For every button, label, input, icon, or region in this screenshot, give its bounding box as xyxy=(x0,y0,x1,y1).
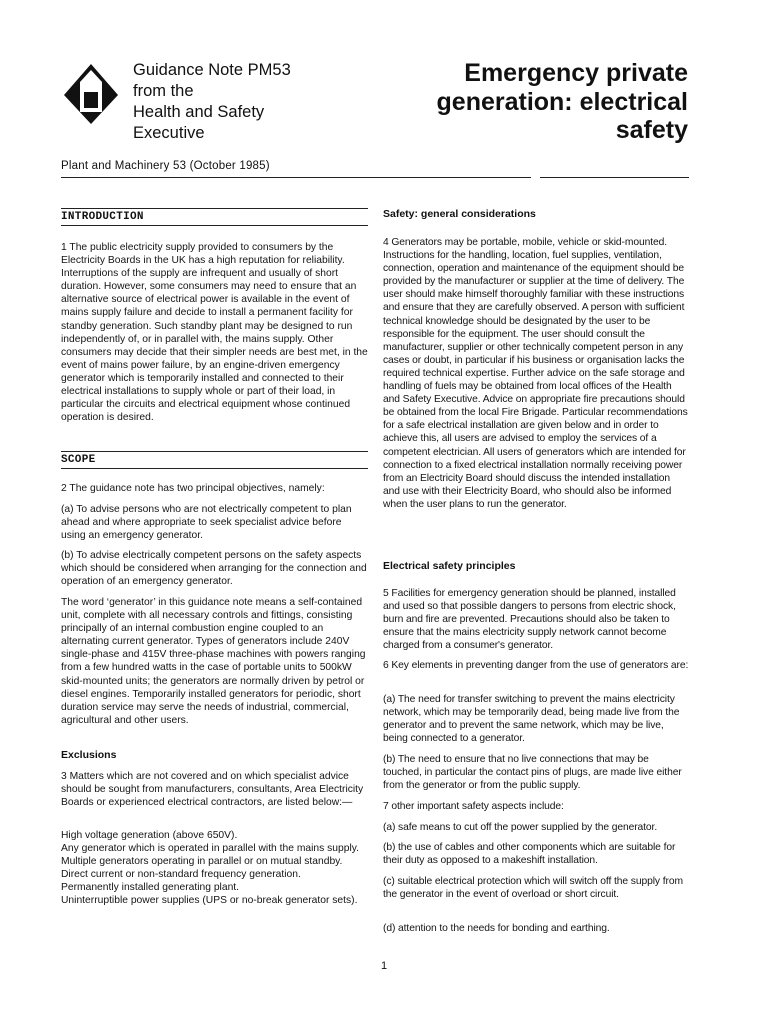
paragraph-6a: (a) The need for transfer switching to prevent the mains electricity network, which may be temporarily dead, being made live from the generator and to prevent the same network, which may be live, being connected to a generator. xyxy=(383,694,680,745)
section-heading-scope: SCOPE xyxy=(61,451,368,469)
header-rule xyxy=(61,177,531,178)
hse-logo-icon xyxy=(60,62,122,126)
list-item: Direct current or non-standard frequency generation. xyxy=(61,869,301,881)
paragraph-7a: (a) safe means to cut off the power supplied by the generator. xyxy=(383,822,658,833)
paragraph-3: 3 Matters which are not covered and on which specialist advice should be sought from manufacturers, consultants, Area Electricity Boards or experienced electrical contractors, are listed below:— xyxy=(61,771,364,809)
paragraph-4: 4 Generators may be portable, mobile, vehicle or skid-mounted. Instructions for the handling, location, fuel supplies, ventilation, connection, operation and maintenance of the equipment should be provided by the manufacturer or supplier at the time of delivery. The user should make himself thoroughly familiar with these instructions and ensure that they are carefully observed. A person with sufficient technical knowledge should be designated by the user to be responsible for the equipment. The user should consult the manufacturer, supplier or other technically competent person in any cases or doubt, in particular if his business or organisation lacks the required technical expertise. Further advice on the safe storage and handling of fuels may be obtained from local offices of the Health and Safety Executive. Advice on appropriate fire precautions should be obtained from the local Fire Brigade. Particular recommendations for a safe electrical installation are given below and in order to achieve this, all users are advised to employ the services of a competent electrician. All users of generators which are intended for connection to a fixed electrical installation normally receiving power from an Electricity Board should discuss the intended installation and use with their Electricity Board, who should also be informed when the user plans to run the generator. xyxy=(383,237,688,510)
paragraph-generator-definition: The word ‘generator’ in this guidance note means a self-contained unit, complete with all necessary controls and fittings, consisting principally of an internal combustion engine coupled to an alternating current generator. Types of generators include 240V single-phase and 415V three-phase machines with powers ranging from a few hundred watts in the case of portable units to 500kW skid-mounted units; the generators are normally driven by petrol or diesel engines. Temporarily installed generators for periodic, short duration service may serve the needs of industrial, commercial, agricultural and other users. xyxy=(61,597,366,726)
list-item: Uninterruptible power supplies (UPS or no-break generator sets). xyxy=(61,895,358,907)
paragraph-7: 7 other important safety aspects include: xyxy=(383,801,564,812)
header-rule xyxy=(540,177,689,178)
list-item: Multiple generators operating in parallel or on mutual standby. xyxy=(61,856,343,868)
document-subtitle: Plant and Machinery 53 (October 1985) xyxy=(61,160,270,172)
title-line: safety xyxy=(615,116,688,144)
list-item: High voltage generation (above 650V). xyxy=(61,830,238,841)
subheading-exclusions: Exclusions xyxy=(61,749,117,761)
paragraph-5: 5 Facilities for emergency generation should be planned, installed and used so that possible dangers to persons from electric shock, burn and fire are prevented. Precautions should also be taken to ensure that the mains electricity supply network cannot become charged from a consumer's generator. xyxy=(383,588,676,652)
paragraph-2: 2 The guidance note has two principal objectives, namely: xyxy=(61,483,325,494)
title-line: Emergency private xyxy=(464,59,688,87)
document-title xyxy=(358,59,688,145)
subheading-electrical-safety-principles: Electrical safety principles xyxy=(383,560,516,572)
org-line: from the xyxy=(133,82,194,100)
paragraph-2b: (b) To advise electrically competent persons on the safety aspects which should be considered when arranging for the connection and operation of an emergency generator. xyxy=(61,550,367,588)
paragraph-7d: (d) attention to the needs for bonding and earthing. xyxy=(383,923,610,934)
org-line: Health and Safety xyxy=(133,103,265,121)
organisation-name xyxy=(133,60,333,144)
list-item: Permanently installed generating plant. xyxy=(61,882,240,894)
paragraph-1: 1 The public electricity supply provided to consumers by the Electricity Boards in the UK has a high reputation for reliability. Interruptions of the supply are infrequent and usually of short duration. However, some consumers may need to ensure that an alternative source of electrical power is available in the event of mains supply failure and decide to install a permanent facility for standby generation. Such standby plant may be designed to run independently of, or in parallel with, the mains supply. Other consumers may decide that their simpler needs are best met, in the event of mains power failure, by an engine-driven emergency generator which is temporarily installed and connected to their electrical installations to supply whole or part of their load, in particular the circuits and electrical equipment whose continued operation is desired. xyxy=(61,242,368,424)
paragraph-6b: (b) The need to ensure that no live connections that may be touched, in particular the contact pins of plugs, are made live either from the generator or from the public supply. xyxy=(383,754,682,792)
paragraph-6: 6 Key elements in preventing danger from the use of generators are: xyxy=(383,660,689,671)
exclusions-list xyxy=(61,829,368,908)
list-item: Any generator which is operated in parallel with the mains supply. xyxy=(61,843,360,855)
title-line: generation: electrical xyxy=(436,87,688,116)
org-line: Executive xyxy=(133,124,205,142)
org-line: Guidance Note PM53 xyxy=(133,61,291,79)
section-heading-introduction: INTRODUCTION xyxy=(61,208,368,226)
paragraph-7b: (b) the use of cables and other components which are suitable for their duty as opposed to a makeshift installation. xyxy=(383,842,676,867)
paragraph-2a: (a) To advise persons who are not electrically competent to plan ahead and where appropriate to seek specialist advice before using an emergency generator. xyxy=(61,504,352,542)
page-number: 1 xyxy=(380,960,388,972)
subheading-safety-general: Safety: general considerations xyxy=(383,208,536,220)
paragraph-7c: (c) suitable electrical protection which will switch off the supply from the generator in the event of overload or short circuit. xyxy=(383,876,683,901)
